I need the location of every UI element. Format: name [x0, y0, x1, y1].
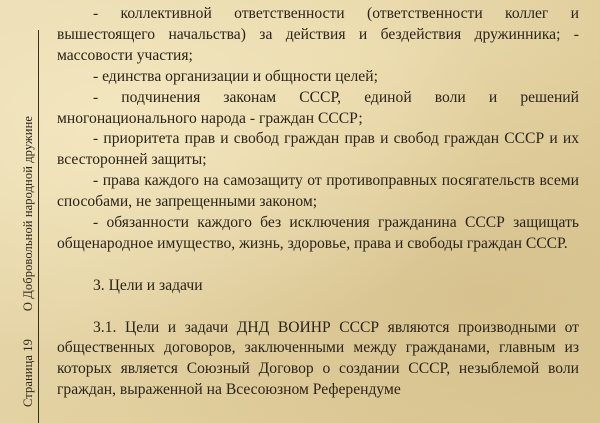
running-header — [21, 62, 35, 407]
section-heading: 3. Цели и задачи — [93, 276, 203, 294]
spacer — [57, 255, 579, 276]
paragraph-goals: 3.1. Цели и задачи ДНД ВОИНР СССР являются производными от общественных договоров, заключенными между гражданами, главным из которых является Союзный Договор о создании СССР, незыблемой воли граждан, выраженной на Всесоюзном Референдуме — [57, 318, 579, 399]
body-text — [57, 4, 579, 401]
list-item-self-defense: - права каждого на самозащиту от противоправных посягательств всеми способами, не запрещенными законом; — [57, 172, 579, 211]
list-item-duty: - обязанности каждого без исключения гражданина СССР защищать общенародное имущество, жизнь, здоровье, права и свободы граждан СССР. — [57, 214, 579, 252]
page-number: Страница 19 — [21, 339, 35, 407]
list-item-unity: - единства организации и общности целей; — [93, 67, 378, 85]
page-margin — [0, 0, 40, 423]
spacer — [57, 297, 579, 318]
list-item-rights-priority: - приоритета прав и свобод граждан прав и свобод граждан СССР и их всесторонней защиты; — [57, 130, 579, 169]
running-title: О Добровольной народной дружине — [21, 115, 35, 312]
margin-rule — [38, 30, 39, 423]
list-item-laws: - подчинения законам СССР, единой воли и решений многонационального народа - граждан СССР; — [57, 88, 579, 127]
list-item-responsibility: - коллективной ответственности (ответственности коллег и вышестоящего начальства) за действия и бездействия дружинника; - массовости участия; — [57, 5, 579, 64]
